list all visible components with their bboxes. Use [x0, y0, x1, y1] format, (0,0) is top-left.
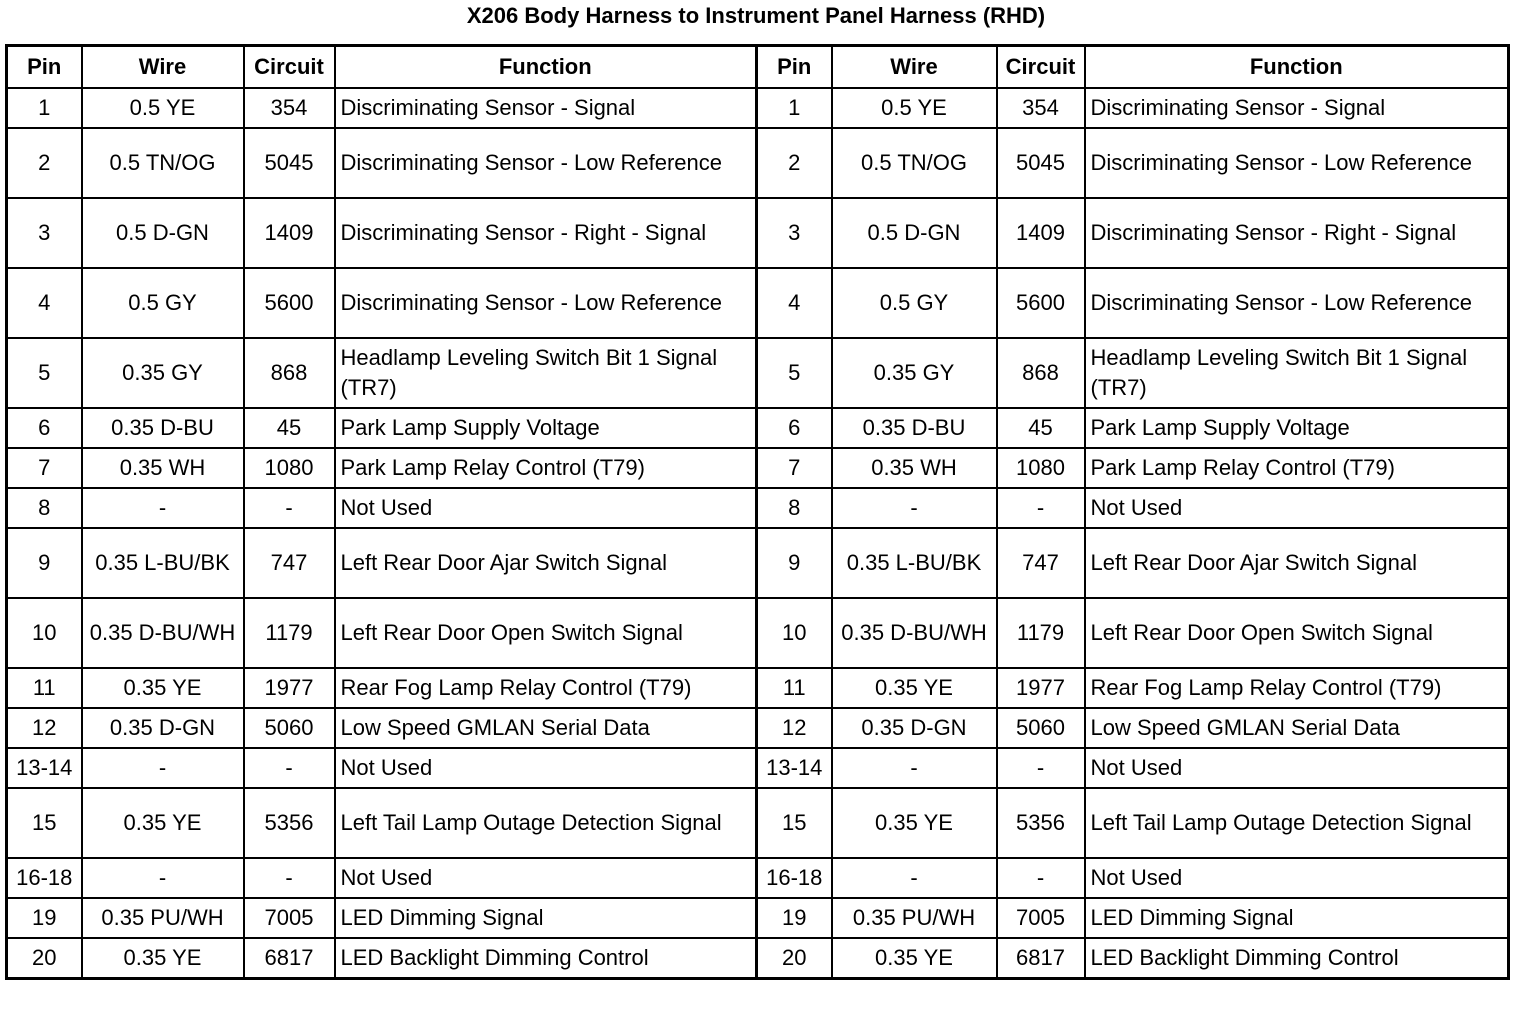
function-cell: Low Speed GMLAN Serial Data [1085, 708, 1509, 748]
header-row [7, 46, 1509, 89]
wire-cell: - [832, 858, 997, 898]
function-cell: Left Rear Door Ajar Switch Signal [1085, 528, 1509, 598]
function-cell: LED Backlight Dimming Control [335, 938, 757, 979]
circuit-cell: 747 [997, 528, 1085, 598]
pin-cell: 16-18 [757, 858, 832, 898]
pin-cell: 6 [7, 408, 82, 448]
pin-cell: 13-14 [7, 748, 82, 788]
function-cell: Discriminating Sensor - Low Reference [1085, 128, 1509, 198]
pin-cell: 15 [757, 788, 832, 858]
circuit-cell: - [244, 748, 335, 788]
circuit-cell: 1409 [244, 198, 335, 268]
circuit-cell: 1409 [997, 198, 1085, 268]
wire-cell: 0.5 D-GN [832, 198, 997, 268]
circuit-cell: 5060 [997, 708, 1085, 748]
pin-cell: 10 [7, 598, 82, 668]
circuit-cell: 1080 [244, 448, 335, 488]
pin-cell: 20 [7, 938, 82, 979]
pin-cell: 9 [757, 528, 832, 598]
wire-cell: 0.35 YE [832, 938, 997, 979]
pin-cell: 13-14 [757, 748, 832, 788]
function-cell: Left Tail Lamp Outage Detection Signal [1085, 788, 1509, 858]
function-cell: Not Used [1085, 748, 1509, 788]
pin-cell: 19 [757, 898, 832, 938]
pin-cell: 8 [7, 488, 82, 528]
function-cell: Left Rear Door Open Switch Signal [1085, 598, 1509, 668]
pin-cell: 3 [7, 198, 82, 268]
circuit-cell: 6817 [244, 938, 335, 979]
function-cell: Park Lamp Supply Voltage [1085, 408, 1509, 448]
table-row [7, 268, 1509, 338]
wire-cell: - [82, 748, 244, 788]
circuit-cell: 1179 [997, 598, 1085, 668]
wire-cell: - [832, 488, 997, 528]
wire-cell: 0.35 YE [832, 788, 997, 858]
wire-cell: - [82, 858, 244, 898]
circuit-cell: 5045 [997, 128, 1085, 198]
function-cell: Discriminating Sensor - Signal [1085, 88, 1509, 128]
circuit-cell: 5045 [244, 128, 335, 198]
function-cell: Left Tail Lamp Outage Detection Signal [335, 788, 757, 858]
circuit-cell: - [997, 488, 1085, 528]
connector-pinout-table [5, 44, 1510, 980]
wire-cell: 0.35 GY [832, 338, 997, 408]
function-cell: Headlamp Leveling Switch Bit 1 Signal (TR7) [335, 338, 757, 408]
wire-cell: 0.5 TN/OG [832, 128, 997, 198]
circuit-cell: - [244, 858, 335, 898]
pin-cell: 12 [7, 708, 82, 748]
table-row [7, 898, 1509, 938]
wire-cell: 0.35 WH [82, 448, 244, 488]
header-pin: Pin [7, 46, 82, 89]
pin-cell: 2 [757, 128, 832, 198]
wire-cell: 0.35 D-BU [82, 408, 244, 448]
pin-cell: 11 [757, 668, 832, 708]
function-cell: Discriminating Sensor - Signal [335, 88, 757, 128]
wire-cell: 0.5 YE [832, 88, 997, 128]
pin-cell: 5 [757, 338, 832, 408]
circuit-cell: 6817 [997, 938, 1085, 979]
header-wire: Wire [82, 46, 244, 89]
pin-cell: 19 [7, 898, 82, 938]
pin-cell: 6 [757, 408, 832, 448]
function-cell: Discriminating Sensor - Low Reference [1085, 268, 1509, 338]
function-cell: Park Lamp Relay Control (T79) [335, 448, 757, 488]
table-row [7, 128, 1509, 198]
circuit-cell: 354 [244, 88, 335, 128]
table-row [7, 338, 1509, 408]
function-cell: Rear Fog Lamp Relay Control (T79) [335, 668, 757, 708]
function-cell: Headlamp Leveling Switch Bit 1 Signal (TR7) [1085, 338, 1509, 408]
wire-cell: 0.35 D-GN [832, 708, 997, 748]
table-title: X206 Body Harness to Instrument Panel Harness (RHD) [466, 3, 1046, 28]
function-cell: Not Used [335, 858, 757, 898]
wire-cell: - [832, 748, 997, 788]
wire-cell: 0.35 PU/WH [832, 898, 997, 938]
circuit-cell: 868 [997, 338, 1085, 408]
circuit-cell: 7005 [997, 898, 1085, 938]
circuit-cell: - [997, 858, 1085, 898]
pin-cell: 4 [757, 268, 832, 338]
table-row [7, 198, 1509, 268]
pin-cell: 4 [7, 268, 82, 338]
circuit-cell: 1080 [997, 448, 1085, 488]
function-cell: Not Used [335, 748, 757, 788]
pin-cell: 20 [757, 938, 832, 979]
table-row [7, 788, 1509, 858]
pin-cell: 11 [7, 668, 82, 708]
table-row [7, 938, 1509, 979]
circuit-cell: 1977 [244, 668, 335, 708]
header-wire: Wire [832, 46, 997, 89]
pin-cell: 7 [7, 448, 82, 488]
table-row [7, 528, 1509, 598]
wire-cell: 0.5 D-GN [82, 198, 244, 268]
circuit-cell: 1977 [997, 668, 1085, 708]
pin-cell: 3 [757, 198, 832, 268]
circuit-cell: 868 [244, 338, 335, 408]
wire-cell: 0.35 YE [82, 938, 244, 979]
pin-cell: 15 [7, 788, 82, 858]
function-cell: LED Dimming Signal [335, 898, 757, 938]
circuit-cell: 747 [244, 528, 335, 598]
pin-cell: 1 [757, 88, 832, 128]
pin-cell: 7 [757, 448, 832, 488]
wire-cell: 0.35 L-BU/BK [832, 528, 997, 598]
table-row [7, 488, 1509, 528]
function-cell: Rear Fog Lamp Relay Control (T79) [1085, 668, 1509, 708]
function-cell: Discriminating Sensor - Low Reference [335, 268, 757, 338]
pin-cell: 16-18 [7, 858, 82, 898]
function-cell: Discriminating Sensor - Right - Signal [1085, 198, 1509, 268]
function-cell: Left Rear Door Open Switch Signal [335, 598, 757, 668]
wire-cell: - [82, 488, 244, 528]
pin-cell: 2 [7, 128, 82, 198]
table-row [7, 408, 1509, 448]
wire-cell: 0.5 YE [82, 88, 244, 128]
table-row [7, 448, 1509, 488]
pin-cell: 5 [7, 338, 82, 408]
function-cell: Park Lamp Relay Control (T79) [1085, 448, 1509, 488]
pin-cell: 8 [757, 488, 832, 528]
wire-cell: 0.5 GY [832, 268, 997, 338]
function-cell: Left Rear Door Ajar Switch Signal [335, 528, 757, 598]
wire-cell: 0.35 L-BU/BK [82, 528, 244, 598]
header-pin: Pin [757, 46, 832, 89]
table-row [7, 748, 1509, 788]
function-cell: Low Speed GMLAN Serial Data [335, 708, 757, 748]
circuit-cell: 5356 [997, 788, 1085, 858]
circuit-cell: 1179 [244, 598, 335, 668]
wire-cell: 0.35 YE [832, 668, 997, 708]
pin-cell: 10 [757, 598, 832, 668]
circuit-cell: 45 [244, 408, 335, 448]
circuit-cell: 354 [997, 88, 1085, 128]
pin-cell: 9 [7, 528, 82, 598]
wire-cell: 0.35 WH [832, 448, 997, 488]
circuit-cell: - [244, 488, 335, 528]
pin-cell: 1 [7, 88, 82, 128]
function-cell: Discriminating Sensor - Right - Signal [335, 198, 757, 268]
wire-cell: 0.35 PU/WH [82, 898, 244, 938]
wire-cell: 0.35 D-BU [832, 408, 997, 448]
circuit-cell: - [997, 748, 1085, 788]
function-cell: Park Lamp Supply Voltage [335, 408, 757, 448]
table-row [7, 858, 1509, 898]
header-circuit: Circuit [244, 46, 335, 89]
wire-cell: 0.35 D-BU/WH [832, 598, 997, 668]
header-circuit: Circuit [997, 46, 1085, 89]
function-cell: Not Used [1085, 858, 1509, 898]
function-cell: Not Used [1085, 488, 1509, 528]
header-function: Function [1085, 46, 1509, 89]
wire-cell: 0.5 GY [82, 268, 244, 338]
circuit-cell: 45 [997, 408, 1085, 448]
circuit-cell: 5600 [997, 268, 1085, 338]
function-cell: LED Dimming Signal [1085, 898, 1509, 938]
wire-cell: 0.35 YE [82, 668, 244, 708]
function-cell: Not Used [335, 488, 757, 528]
wire-cell: 0.35 D-BU/WH [82, 598, 244, 668]
wire-cell: 0.35 D-GN [82, 708, 244, 748]
circuit-cell: 5600 [244, 268, 335, 338]
table-row [7, 598, 1509, 668]
wire-cell: 0.35 YE [82, 788, 244, 858]
function-cell: LED Backlight Dimming Control [1085, 938, 1509, 979]
circuit-cell: 5356 [244, 788, 335, 858]
table-row [7, 88, 1509, 128]
table-row [7, 708, 1509, 748]
circuit-cell: 7005 [244, 898, 335, 938]
circuit-cell: 5060 [244, 708, 335, 748]
wire-cell: 0.35 GY [82, 338, 244, 408]
header-function: Function [335, 46, 757, 89]
table-row [7, 668, 1509, 708]
function-cell: Discriminating Sensor - Low Reference [335, 128, 757, 198]
wire-cell: 0.5 TN/OG [82, 128, 244, 198]
pin-cell: 12 [757, 708, 832, 748]
